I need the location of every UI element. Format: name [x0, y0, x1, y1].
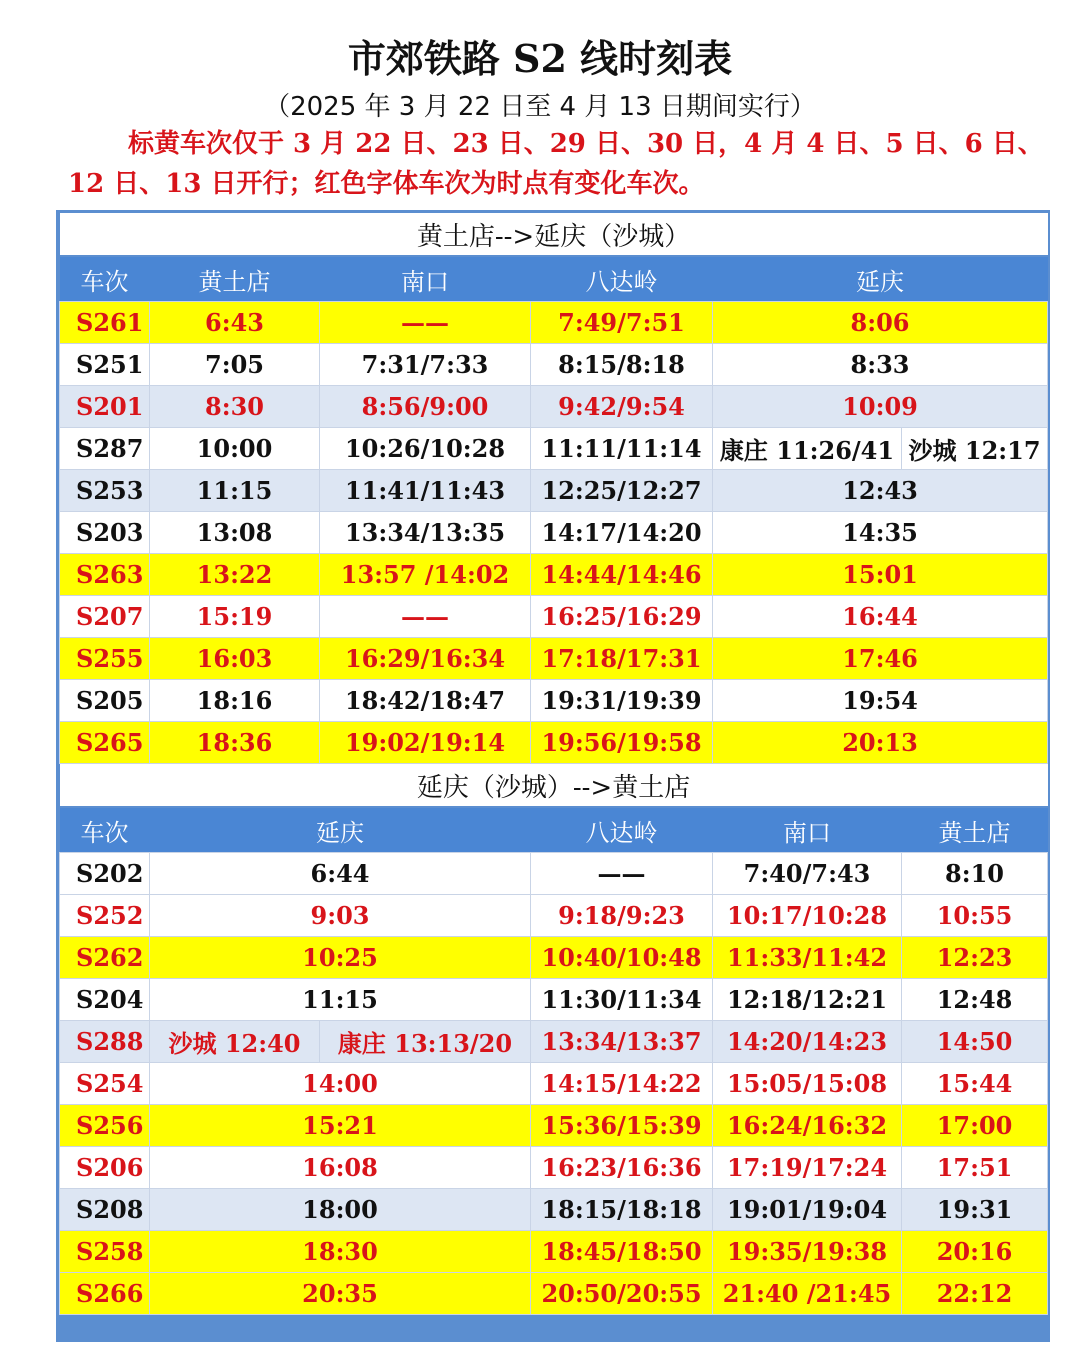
table-row [60, 386, 1048, 428]
train-number: S208 [60, 1189, 150, 1231]
table-row [60, 596, 1048, 638]
time-cell: 18:30 [150, 1231, 531, 1273]
train-number: S262 [60, 937, 150, 979]
table-row [60, 937, 1048, 979]
time-cell: 19:31 [902, 1189, 1048, 1231]
train-number: S205 [60, 680, 150, 722]
time-cell: 14:50 [902, 1021, 1048, 1063]
time-cell: 10:40/10:48 [531, 937, 713, 979]
table-row [60, 428, 1048, 470]
time-cell: 14:17/14:20 [531, 512, 713, 554]
train-number: S252 [60, 895, 150, 937]
time-cell: 10:26/10:28 [320, 428, 531, 470]
table-row [60, 344, 1048, 386]
time-cell: 12:23 [902, 937, 1048, 979]
column-header: 黄土店 [902, 807, 1048, 853]
inbound-header-row [60, 807, 1048, 853]
time-cell: —— [320, 596, 531, 638]
time-cell: 14:44/14:46 [531, 554, 713, 596]
time-cell: 12:48 [902, 979, 1048, 1021]
train-number: S261 [60, 302, 150, 344]
train-number: S202 [60, 853, 150, 895]
table-row [60, 638, 1048, 680]
table-row [60, 512, 1048, 554]
page-title: 市郊铁路 S2 线时刻表 [347, 36, 733, 81]
table-row [60, 470, 1048, 512]
timetable-frame [56, 210, 1050, 1342]
table-row [60, 722, 1048, 764]
time-cell: 9:03 [150, 895, 531, 937]
validity-period: （2025 年 3 月 22 日至 4 月 13 日期间实行） [264, 92, 816, 122]
time-cell: 10:55 [902, 895, 1048, 937]
time-cell: 18:00 [150, 1189, 531, 1231]
time-cell: —— [320, 302, 531, 344]
time-cell: 12:25/12:27 [531, 470, 713, 512]
train-number: S201 [60, 386, 150, 428]
time-cell: 19:56/19:58 [531, 722, 713, 764]
time-cell: 14:15/14:22 [531, 1063, 713, 1105]
time-cell: 17:51 [902, 1147, 1048, 1189]
train-number: S288 [60, 1021, 150, 1063]
time-cell: 16:29/16:34 [320, 638, 531, 680]
time-cell: 18:45/18:50 [531, 1231, 713, 1273]
column-header: 八达岭 [531, 807, 713, 853]
time-cell: 16:44 [713, 596, 1048, 638]
time-cell: 11:30/11:34 [531, 979, 713, 1021]
time-cell: 7:31/7:33 [320, 344, 531, 386]
time-cell: 16:25/16:29 [531, 596, 713, 638]
time-cell: 11:15 [150, 979, 531, 1021]
time-cell: 15:21 [150, 1105, 531, 1147]
time-cell: 16:03 [150, 638, 320, 680]
table-row [60, 1147, 1048, 1189]
time-cell: 15:01 [713, 554, 1048, 596]
time-cell: 17:19/17:24 [713, 1147, 902, 1189]
column-header: 南口 [713, 807, 902, 853]
time-cell: 20:13 [713, 722, 1048, 764]
train-number: S256 [60, 1105, 150, 1147]
time-cell: 18:16 [150, 680, 320, 722]
time-cell: 13:57 /14:02 [320, 554, 531, 596]
train-number: S258 [60, 1231, 150, 1273]
time-cell: 19:02/19:14 [320, 722, 531, 764]
time-cell: 21:40 /21:45 [713, 1273, 902, 1315]
table-row [60, 1021, 1048, 1063]
time-cell: 10:17/10:28 [713, 895, 902, 937]
column-header: 车次 [60, 807, 150, 853]
time-cell: 12:43 [713, 470, 1048, 512]
time-cell: 7:05 [150, 344, 320, 386]
time-cell: 7:40/7:43 [713, 853, 902, 895]
time-cell: 13:34/13:35 [320, 512, 531, 554]
column-header: 延庆 [150, 807, 531, 853]
time-cell: 14:20/14:23 [713, 1021, 902, 1063]
inbound-direction-row [60, 764, 1048, 808]
time-cell: 11:15 [150, 470, 320, 512]
column-header: 车次 [60, 256, 150, 302]
time-cell: 19:31/19:39 [531, 680, 713, 722]
table-row [60, 302, 1048, 344]
time-cell: 19:54 [713, 680, 1048, 722]
train-number: S203 [60, 512, 150, 554]
time-cell: 20:16 [902, 1231, 1048, 1273]
time-cell: 沙城 12:40 [150, 1021, 320, 1063]
time-cell: 8:15/8:18 [531, 344, 713, 386]
train-number: S206 [60, 1147, 150, 1189]
column-header: 延庆 [713, 256, 1048, 302]
table-row [60, 1063, 1048, 1105]
time-cell: 11:41/11:43 [320, 470, 531, 512]
time-cell: 18:36 [150, 722, 320, 764]
column-header: 八达岭 [531, 256, 713, 302]
direction-label: 延庆（沙城）-->黄土店 [60, 764, 1048, 808]
table-row [60, 1105, 1048, 1147]
time-cell: 13:22 [150, 554, 320, 596]
train-number: S255 [60, 638, 150, 680]
time-cell: 8:30 [150, 386, 320, 428]
time-cell: 11:33/11:42 [713, 937, 902, 979]
train-number: S263 [60, 554, 150, 596]
time-cell: 17:18/17:31 [531, 638, 713, 680]
time-cell: 16:24/16:32 [713, 1105, 902, 1147]
time-cell: 9:18/9:23 [531, 895, 713, 937]
time-cell: 15:05/15:08 [713, 1063, 902, 1105]
time-cell: 11:11/11:14 [531, 428, 713, 470]
time-cell: 8:33 [713, 344, 1048, 386]
time-cell: 康庄 11:26/41 [713, 428, 902, 470]
timetable [59, 213, 1048, 1315]
train-number: S265 [60, 722, 150, 764]
time-cell: 6:44 [150, 853, 531, 895]
time-cell: 20:35 [150, 1273, 531, 1315]
table-row [60, 680, 1048, 722]
time-cell: 康庄 13:13/20 [320, 1021, 531, 1063]
time-cell: 13:08 [150, 512, 320, 554]
time-cell: 19:01/19:04 [713, 1189, 902, 1231]
train-number: S204 [60, 979, 150, 1021]
time-cell: 10:09 [713, 386, 1048, 428]
time-cell: 17:46 [713, 638, 1048, 680]
train-number: S251 [60, 344, 150, 386]
outbound-direction-row [60, 213, 1048, 256]
time-cell: 22:12 [902, 1273, 1048, 1315]
time-cell: 沙城 12:17 [902, 428, 1048, 470]
train-number: S253 [60, 470, 150, 512]
time-cell: 14:35 [713, 512, 1048, 554]
table-row [60, 554, 1048, 596]
column-header: 南口 [320, 256, 531, 302]
table-row [60, 1189, 1048, 1231]
time-cell: —— [531, 853, 713, 895]
table-row [60, 979, 1048, 1021]
time-cell: 18:15/18:18 [531, 1189, 713, 1231]
time-cell: 19:35/19:38 [713, 1231, 902, 1273]
table-row [60, 895, 1048, 937]
notice-text: 标黄车次仅于 3 月 22 日、23 日、29 日、30 日，4 月 4 日、5 日、6 日、12 日、13 日开行；红色字体车次为时点有变化车次。 [68, 129, 1044, 199]
time-cell: 18:42/18:47 [320, 680, 531, 722]
time-cell: 15:19 [150, 596, 320, 638]
time-cell: 8:06 [713, 302, 1048, 344]
time-cell: 16:23/16:36 [531, 1147, 713, 1189]
column-header: 黄土店 [150, 256, 320, 302]
time-cell: 14:00 [150, 1063, 531, 1105]
train-number: S287 [60, 428, 150, 470]
train-number: S254 [60, 1063, 150, 1105]
table-row [60, 853, 1048, 895]
time-cell: 8:56/9:00 [320, 386, 531, 428]
table-row [60, 1231, 1048, 1273]
time-cell: 15:36/15:39 [531, 1105, 713, 1147]
train-number: S266 [60, 1273, 150, 1315]
direction-label: 黄土店-->延庆（沙城） [60, 213, 1048, 256]
time-cell: 9:42/9:54 [531, 386, 713, 428]
time-cell: 15:44 [902, 1063, 1048, 1105]
train-number: S207 [60, 596, 150, 638]
time-cell: 10:00 [150, 428, 320, 470]
time-cell: 20:50/20:55 [531, 1273, 713, 1315]
time-cell: 13:34/13:37 [531, 1021, 713, 1063]
time-cell: 12:18/12:21 [713, 979, 902, 1021]
table-row [60, 1273, 1048, 1315]
time-cell: 8:10 [902, 853, 1048, 895]
time-cell: 10:25 [150, 937, 531, 979]
time-cell: 16:08 [150, 1147, 531, 1189]
time-cell: 17:00 [902, 1105, 1048, 1147]
outbound-header-row [60, 256, 1048, 302]
time-cell: 6:43 [150, 302, 320, 344]
time-cell: 7:49/7:51 [531, 302, 713, 344]
